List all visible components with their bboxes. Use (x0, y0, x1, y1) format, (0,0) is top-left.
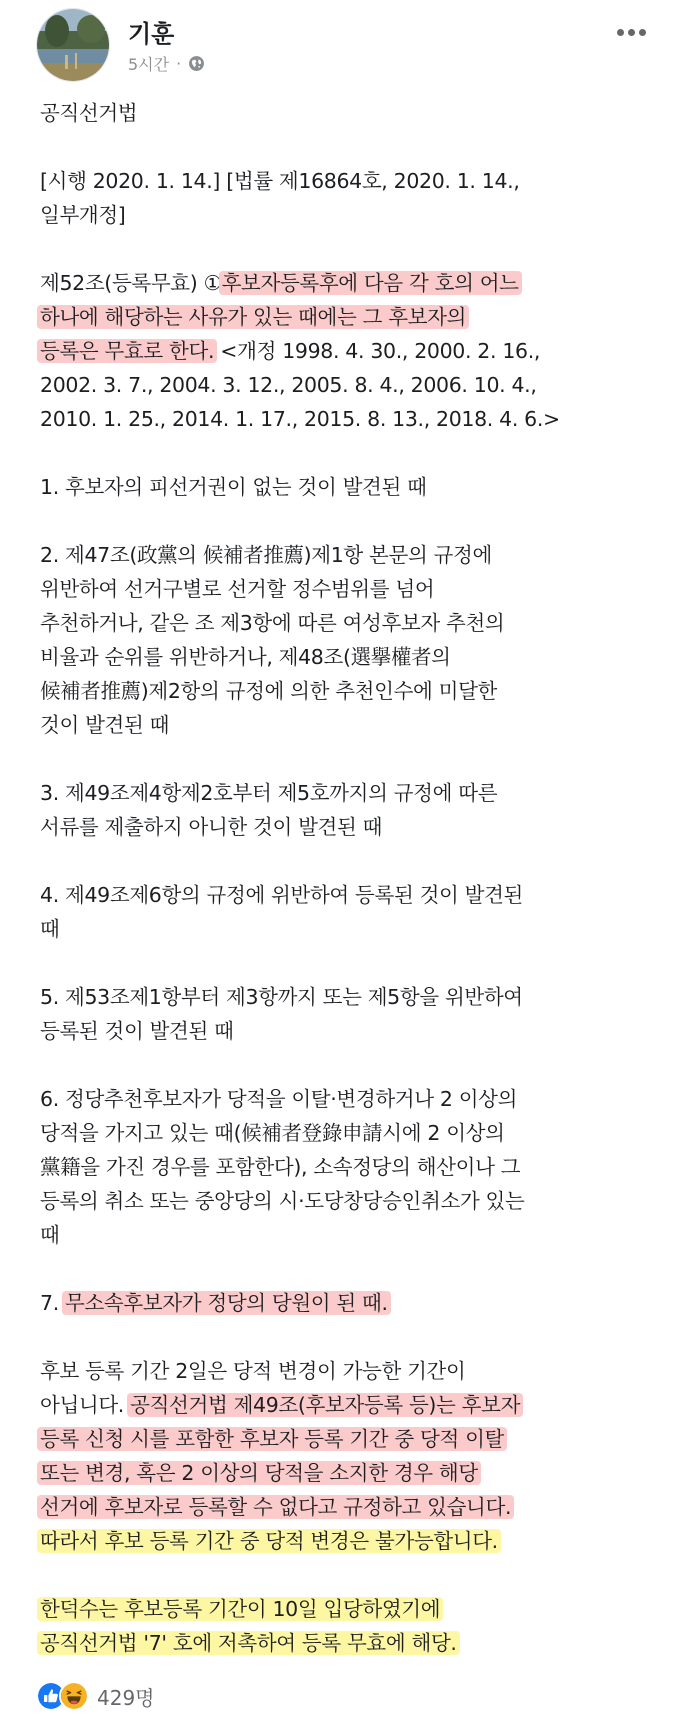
meta-separator: · (176, 54, 182, 73)
item-7 (40, 1286, 660, 1320)
item-3 (40, 776, 660, 844)
item-line: 때 (40, 1223, 60, 1247)
highlighted-text: 등록 신청 시를 포함한 후보자 등록 기간 중 당적 이탈 (40, 1427, 505, 1451)
item-line: 위반하여 선거구별로 선거할 정수범위를 넘어 (40, 577, 435, 601)
reaction-summary[interactable] (36, 1678, 155, 1714)
haha-icon (59, 1681, 89, 1711)
item-line: 6. 정당추천후보자가 당적을 이탈·변경하거나 2 이상의 (40, 1087, 518, 1111)
item-line: 候補者推薦)제2항의 규정에 의한 추천인수에 미달한 (40, 679, 498, 703)
item-4 (40, 878, 660, 946)
amendment-dates: 2010. 1. 25., 2014. 1. 17., 2015. 8. 13., 2018. 4. 6.> (40, 407, 560, 431)
avatar-photo (37, 9, 110, 82)
conclusion (40, 1592, 660, 1660)
highlighted-text: 공직선거법 제49조(후보자등록 등)는 후보자 (130, 1393, 521, 1417)
highlighted-text: 등록은 무효로 한다. (40, 339, 215, 363)
item-1: 1. 후보자의 피선거권이 없는 것이 발견된 때 (40, 475, 427, 499)
item-line: 黨籍을 가진 경우를 포함한다), 소속정당의 해산이나 그 (40, 1155, 521, 1179)
post-meta (128, 52, 205, 75)
author-name[interactable]: 기훈 (128, 20, 175, 48)
post-body (40, 96, 660, 1660)
highlighted-text: 또는 변경, 혹은 2 이상의 당적을 소지한 경우 해당 (40, 1461, 478, 1485)
post-title: 공직선거법 (40, 101, 138, 125)
more-options-icon[interactable] (617, 26, 651, 38)
highlighted-text: 선거에 후보자로 등록할 수 없다고 규정하고 있습니다. (40, 1495, 512, 1519)
item-line: 때 (40, 917, 60, 941)
highlighted-text: 따라서 후보 등록 기간 중 당적 변경은 불가능합니다. (40, 1529, 498, 1553)
highlighted-text: 공직선거법 '7' 호에 저촉하여 등록 무효에 해당. (40, 1631, 457, 1655)
item-line: 것이 발견된 때 (40, 713, 170, 737)
highlighted-text: 한덕수는 후보등록 기간이 10일 입당하였기에 (40, 1597, 441, 1621)
highlighted-text: 후보자등록후에 다음 각 호의 어느 (221, 271, 519, 295)
item-line: 서류를 제출하지 아니한 것이 발견된 때 (40, 815, 383, 839)
comment-line: 아닙니다. (40, 1393, 131, 1417)
item-line: 비율과 순위를 위반하거나, 제48조(選擧權者의 (40, 645, 451, 669)
item-line: 추천하거나, 같은 조 제3항에 따른 여성후보자 추천의 (40, 611, 505, 635)
globe-icon (188, 55, 205, 72)
item-line: 등록의 취소 또는 중앙당의 시·도당창당승인취소가 있는 (40, 1189, 525, 1213)
highlighted-text: 무소속후보자가 정당의 당원이 된 때. (65, 1291, 388, 1315)
author-comment (40, 1354, 660, 1558)
item-line: 2. 제47조(政黨의 候補者推薦)제1항 본문의 규정에 (40, 543, 492, 567)
article-heading: 제52조(등록무효) ① (40, 271, 222, 295)
item-line: 4. 제49조제6항의 규정에 위반하여 등록된 것이 발견된 (40, 883, 523, 907)
author-avatar[interactable] (36, 8, 110, 82)
citation-line: 일부개정] (40, 203, 126, 227)
item-number: 7. (40, 1291, 66, 1315)
amendment-dates: 2002. 3. 7., 2004. 3. 12., 2005. 8. 4., 2006. 10. 4., (40, 373, 537, 397)
highlighted-text: 하나에 해당하는 사유가 있는 때에는 그 후보자의 (40, 305, 467, 329)
reaction-count[interactable]: 429명 (97, 1685, 155, 1710)
item-5 (40, 980, 660, 1048)
item-line: 3. 제49조제4항제2호부터 제5호까지의 규정에 따른 (40, 781, 498, 805)
post-time[interactable]: 5시간 (128, 55, 170, 74)
item-line: 등록된 것이 발견된 때 (40, 1019, 234, 1043)
post-header (0, 0, 678, 95)
comment-line: 후보 등록 기간 2일은 당적 변경이 가능한 기간이 (40, 1359, 466, 1383)
item-6 (40, 1082, 660, 1252)
item-line: 5. 제53조제1항부터 제3항까지 또는 제5항을 위반하여 (40, 985, 523, 1009)
law-citation (40, 164, 660, 232)
citation-line: [시행 2020. 1. 14.] [법률 제16864호, 2020. 1. 14., (40, 169, 520, 193)
article-52 (40, 266, 660, 436)
item-2 (40, 538, 660, 742)
item-line: 당적을 가지고 있는 때(候補者登錄申請시에 2 이상의 (40, 1121, 505, 1145)
amendment-dates: <개정 1998. 4. 30., 2000. 2. 16., (214, 339, 541, 363)
